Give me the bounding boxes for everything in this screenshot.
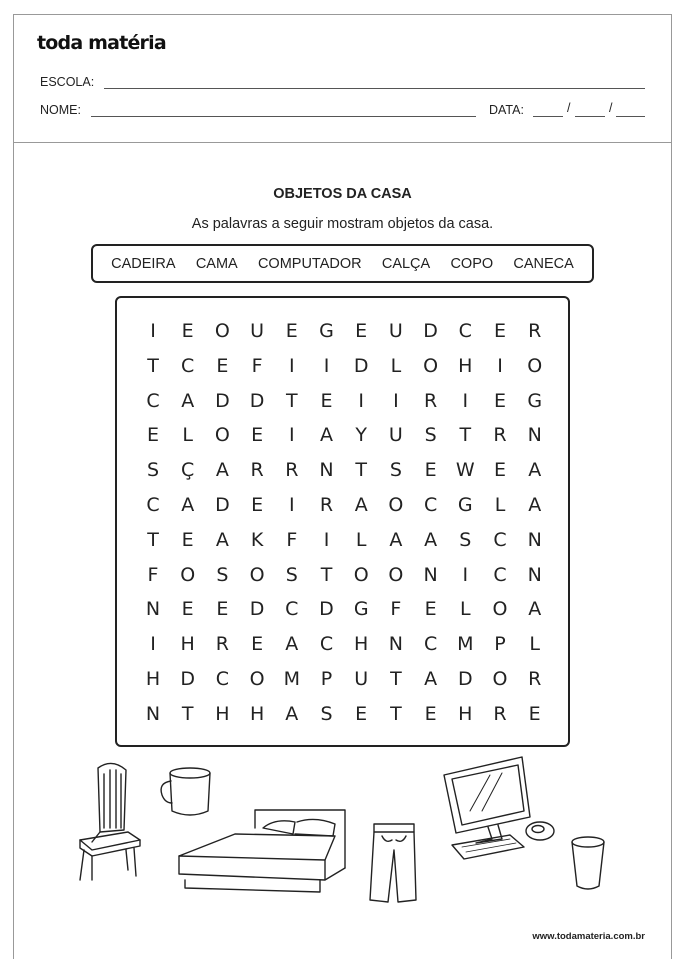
grid-letter[interactable]: I [150, 320, 156, 342]
grid-letter[interactable]: T [390, 668, 402, 690]
grid-letter[interactable]: R [423, 389, 438, 412]
grid-letter[interactable]: T [181, 702, 194, 725]
grid-letter[interactable]: E [181, 598, 194, 621]
grid-letter[interactable]: N [388, 633, 403, 656]
grid-letter[interactable]: R [493, 424, 507, 447]
grid-letter[interactable]: L [182, 424, 193, 447]
grid-letter[interactable]: E [355, 320, 368, 342]
activity-title: OBJETOS DA CASA [273, 186, 412, 202]
grid-letter[interactable]: O [527, 354, 543, 377]
grid-letter[interactable]: E [216, 354, 229, 377]
grid-letter[interactable]: R [285, 459, 299, 482]
grid-letter[interactable]: G [319, 320, 334, 342]
grid-letter[interactable]: P [494, 633, 506, 656]
date-day-field[interactable] [533, 116, 563, 117]
grid-letter[interactable]: T [320, 563, 333, 586]
grid-letter[interactable]: T [459, 424, 472, 447]
date-separator: / [609, 101, 613, 115]
grid-letter[interactable]: D [249, 598, 265, 621]
grid-letter[interactable]: D [215, 389, 230, 412]
grid-letter[interactable]: E [424, 459, 437, 482]
grid-letter[interactable]: E [251, 494, 264, 516]
grid-letter[interactable]: A [354, 494, 368, 516]
cup-icon [568, 832, 608, 894]
grid-letter[interactable]: O [249, 563, 265, 586]
date-separator: / [567, 101, 571, 115]
grid-letter[interactable]: C [493, 528, 507, 551]
grid-letter[interactable]: C [458, 320, 472, 342]
grid-letter[interactable]: G [353, 598, 369, 621]
grid-letter[interactable]: N [527, 528, 542, 551]
grid-letter[interactable]: A [215, 459, 229, 482]
grid-letter[interactable]: L [529, 633, 540, 656]
grid-letter[interactable]: M [283, 668, 300, 690]
grid-letter[interactable]: S [459, 528, 472, 551]
grid-letter[interactable]: A [424, 668, 438, 690]
grid-letter[interactable]: W [455, 459, 475, 482]
grid-letter[interactable]: E [493, 389, 506, 412]
grid-letter[interactable]: A [215, 528, 229, 551]
grid-letter[interactable]: A [181, 389, 195, 412]
pants-icon [368, 820, 420, 905]
grid-letter[interactable]: O [492, 598, 508, 621]
grid-letter[interactable]: H [249, 702, 265, 725]
grid-letter[interactable]: E [320, 389, 333, 412]
grid-letter[interactable]: A [389, 528, 403, 551]
word-item: CAMA [195, 255, 238, 272]
word-list [91, 244, 594, 283]
grid-letter[interactable]: A [181, 494, 195, 516]
grid-letter[interactable]: I [323, 354, 330, 377]
bed-icon [175, 808, 355, 893]
grid-letter[interactable]: O [388, 563, 404, 586]
grid-letter[interactable]: L [355, 528, 367, 551]
grid-letter[interactable]: D [319, 598, 334, 621]
name-label: NOME: [40, 103, 81, 117]
grid-letter[interactable]: O [388, 494, 404, 516]
header-divider [13, 142, 672, 143]
grid-letter[interactable]: A [528, 598, 542, 621]
grid-letter[interactable]: L [460, 598, 471, 621]
grid-letter[interactable]: R [528, 668, 542, 690]
grid-letter[interactable]: I [288, 494, 295, 516]
grid-letter[interactable]: O [492, 668, 508, 690]
grid-letter[interactable]: A [285, 702, 299, 725]
grid-letter[interactable]: E [146, 424, 159, 447]
grid-letter[interactable]: E [424, 702, 437, 725]
grid-letter[interactable]: S [285, 563, 298, 586]
word-item: CADEIRA [111, 255, 176, 272]
grid-letter[interactable]: S [389, 459, 402, 482]
grid-letter[interactable]: R [215, 633, 229, 656]
grid-letter[interactable]: I [323, 528, 330, 551]
grid-letter[interactable]: T [285, 389, 298, 412]
grid-letter[interactable]: E [528, 702, 541, 725]
footer-url[interactable]: www.todamateria.com.br [532, 931, 645, 942]
grid-letter[interactable]: H [180, 633, 195, 656]
grid-letter[interactable]: D [215, 494, 230, 516]
grid-letter[interactable]: I [393, 389, 399, 412]
grid-letter[interactable]: C [493, 563, 507, 586]
grid-letter[interactable]: E [216, 598, 229, 621]
grid-letter[interactable]: H [458, 354, 473, 377]
grid-letter[interactable]: C [423, 633, 438, 656]
grid-letter[interactable]: U [354, 668, 369, 690]
grid-letter[interactable]: D [457, 668, 473, 690]
grid-letter[interactable]: N [527, 424, 542, 447]
grid-letter[interactable]: T [355, 459, 367, 482]
grid-letter[interactable]: C [319, 633, 334, 656]
grid-letter[interactable]: E [424, 598, 437, 621]
grid-letter[interactable]: Y [355, 424, 367, 447]
grid-letter[interactable]: I [288, 354, 295, 377]
grid-letter[interactable]: S [320, 702, 333, 725]
grid-letter[interactable]: E [181, 528, 194, 551]
grid-letter[interactable]: S [424, 424, 437, 447]
grid-letter[interactable]: E [493, 320, 506, 342]
date-year-field[interactable] [616, 116, 645, 117]
grid-letter[interactable]: I [462, 563, 469, 586]
grid-letter[interactable]: R [319, 494, 334, 516]
grid-letter[interactable]: O [249, 668, 265, 690]
activity-subtitle: As palavras a seguir mostram objetos da casa. [191, 216, 494, 232]
grid-letter[interactable]: Ç [181, 459, 195, 482]
grid-letter[interactable]: F [286, 528, 298, 551]
grid-letter[interactable]: R [528, 320, 542, 342]
word-item: CALÇA [381, 255, 431, 272]
grid-letter[interactable]: S [146, 459, 160, 482]
grid-letter[interactable]: A [528, 459, 542, 482]
grid-letter[interactable]: H [145, 668, 161, 690]
grid-letter[interactable]: N [319, 459, 334, 482]
grid-letter[interactable]: C [181, 354, 195, 377]
grid-letter[interactable]: C [146, 389, 160, 412]
grid-letter[interactable]: E [493, 459, 506, 482]
grid-letter[interactable]: U [250, 320, 265, 342]
grid-letter[interactable]: E [355, 702, 368, 725]
grid-letter[interactable]: T [147, 354, 159, 377]
grid-letter[interactable]: C [285, 598, 299, 621]
grid-letter[interactable]: D [353, 354, 369, 377]
word-item: CANECA [513, 255, 574, 272]
grid-letter[interactable]: L [494, 494, 506, 516]
name-field[interactable] [91, 116, 476, 117]
grid-letter[interactable]: O [214, 424, 230, 447]
grid-letter[interactable]: F [147, 563, 159, 586]
grid-letter[interactable]: O [423, 354, 439, 377]
school-label: ESCOLA: [40, 75, 95, 89]
grid-letter[interactable]: R [493, 702, 507, 725]
grid-letter[interactable]: I [497, 354, 503, 377]
grid-letter[interactable]: R [250, 459, 264, 482]
grid-letter[interactable]: C [423, 494, 438, 516]
grid-letter[interactable]: E [181, 320, 194, 342]
grid-letter[interactable]: C [146, 494, 160, 516]
date-label: DATA: [489, 103, 524, 117]
grid-letter[interactable]: C [215, 668, 230, 690]
school-field[interactable] [104, 88, 645, 89]
grid-letter[interactable]: K [250, 528, 264, 551]
grid-letter[interactable]: N [423, 563, 438, 586]
grid-letter[interactable]: N [145, 598, 161, 621]
logo: toda matéria [37, 32, 166, 54]
chair-icon [70, 760, 145, 885]
grid-letter[interactable]: G [527, 389, 543, 412]
grid-letter[interactable]: A [320, 424, 333, 447]
grid-letter[interactable]: E [285, 320, 298, 342]
grid-letter[interactable]: L [390, 354, 402, 377]
grid-letter[interactable]: N [527, 563, 542, 586]
grid-letter[interactable]: E [251, 633, 264, 656]
date-month-field[interactable] [575, 116, 605, 117]
word-item: COPO [450, 255, 494, 272]
grid-letter[interactable]: M [457, 633, 474, 656]
grid-letter[interactable]: H [458, 702, 473, 725]
grid-letter[interactable]: H [215, 702, 230, 725]
grid-letter[interactable]: D [423, 320, 438, 342]
grid-letter[interactable]: A [285, 633, 299, 656]
grid-letter[interactable]: A [528, 494, 542, 516]
grid-letter[interactable]: O [353, 563, 369, 586]
grid-letter[interactable]: I [462, 389, 469, 412]
grid-letter[interactable]: T [147, 528, 159, 551]
grid-letter[interactable]: U [388, 424, 403, 447]
grid-letter[interactable]: U [388, 320, 403, 342]
grid-letter[interactable]: I [288, 424, 295, 447]
grid-letter[interactable]: T [390, 702, 402, 725]
grid-letter[interactable]: E [251, 424, 264, 447]
grid-letter[interactable]: O [214, 320, 230, 342]
grid-letter[interactable]: N [145, 702, 161, 725]
grid-letter[interactable]: D [180, 668, 195, 690]
word-item: COMPUTADOR [257, 255, 362, 272]
grid-letter[interactable]: G [457, 494, 473, 516]
grid-letter[interactable]: P [320, 668, 333, 690]
grid-letter[interactable]: S [216, 563, 229, 586]
grid-letter[interactable]: O [180, 563, 196, 586]
grid-letter[interactable]: H [354, 633, 369, 656]
grid-letter[interactable]: I [150, 633, 156, 656]
grid-letter[interactable]: D [249, 389, 265, 412]
grid-letter[interactable]: I [358, 389, 364, 412]
grid-letter[interactable]: F [251, 354, 263, 377]
word-search-grid [115, 296, 570, 747]
grid-letter[interactable]: F [390, 598, 402, 621]
grid-letter[interactable]: A [424, 528, 438, 551]
